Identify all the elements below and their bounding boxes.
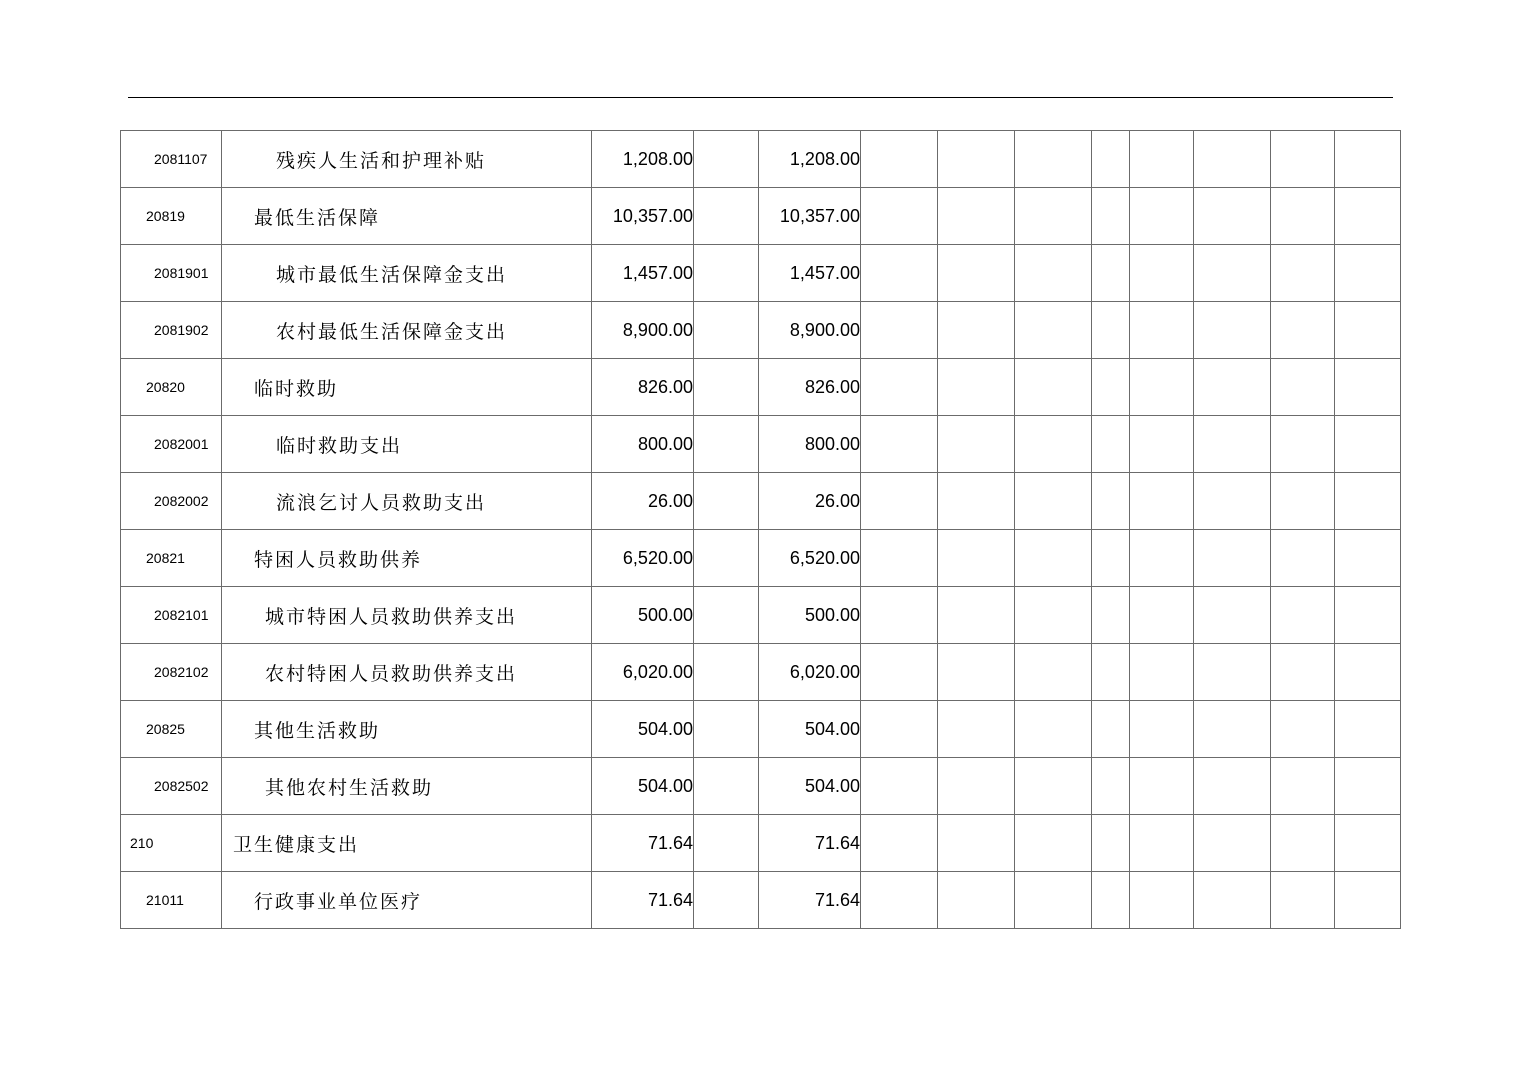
table-row	[121, 302, 1401, 359]
empty-cell	[1015, 188, 1092, 245]
table-row	[121, 188, 1401, 245]
empty-cell	[1335, 416, 1401, 473]
empty-cell	[1015, 473, 1092, 530]
empty-cell	[861, 644, 938, 701]
table-row	[121, 587, 1401, 644]
amount-total: 26.00	[592, 473, 694, 530]
amount-total: 10,357.00	[592, 188, 694, 245]
empty-cell	[1335, 188, 1401, 245]
empty-cell	[1130, 416, 1194, 473]
empty-cell	[1015, 530, 1092, 587]
amount-subtotal: 500.00	[759, 587, 861, 644]
empty-cell	[1130, 188, 1194, 245]
empty-cell	[1271, 131, 1335, 188]
empty-cell	[938, 644, 1015, 701]
account-code: 2082102	[121, 644, 222, 701]
empty-cell	[1194, 758, 1271, 815]
empty-cell	[861, 701, 938, 758]
empty-cell	[1015, 245, 1092, 302]
amount-subtotal: 6,020.00	[759, 644, 861, 701]
amount-blank	[694, 473, 759, 530]
empty-cell	[1335, 815, 1401, 872]
account-name: 临时救助支出	[222, 416, 592, 473]
empty-cell	[1015, 131, 1092, 188]
amount-subtotal: 1,457.00	[759, 245, 861, 302]
empty-cell	[1271, 416, 1335, 473]
amount-total: 826.00	[592, 359, 694, 416]
amount-total: 71.64	[592, 872, 694, 929]
empty-cell	[1130, 473, 1194, 530]
amount-subtotal: 10,357.00	[759, 188, 861, 245]
amount-blank	[694, 701, 759, 758]
amount-total: 504.00	[592, 701, 694, 758]
empty-cell	[861, 245, 938, 302]
amount-blank	[694, 758, 759, 815]
empty-cell	[1015, 587, 1092, 644]
empty-cell	[1271, 758, 1335, 815]
account-code: 2081107	[121, 131, 222, 188]
empty-cell	[1194, 245, 1271, 302]
empty-cell	[1271, 359, 1335, 416]
empty-cell	[938, 530, 1015, 587]
account-code: 2081902	[121, 302, 222, 359]
empty-cell	[938, 245, 1015, 302]
account-code: 20820	[121, 359, 222, 416]
empty-cell	[1092, 644, 1130, 701]
amount-total: 504.00	[592, 758, 694, 815]
empty-cell	[1271, 302, 1335, 359]
account-name: 特困人员救助供养	[222, 530, 592, 587]
amount-blank	[694, 815, 759, 872]
empty-cell	[861, 872, 938, 929]
table-row	[121, 872, 1401, 929]
empty-cell	[938, 587, 1015, 644]
empty-cell	[1194, 530, 1271, 587]
empty-cell	[1271, 701, 1335, 758]
table-row	[121, 530, 1401, 587]
empty-cell	[861, 416, 938, 473]
amount-subtotal: 26.00	[759, 473, 861, 530]
table-row	[121, 245, 1401, 302]
empty-cell	[1130, 644, 1194, 701]
empty-cell	[1194, 815, 1271, 872]
empty-cell	[1194, 131, 1271, 188]
empty-cell	[861, 587, 938, 644]
empty-cell	[938, 701, 1015, 758]
amount-blank	[694, 302, 759, 359]
empty-cell	[1194, 872, 1271, 929]
amount-blank	[694, 416, 759, 473]
amount-subtotal: 6,520.00	[759, 530, 861, 587]
empty-cell	[1335, 644, 1401, 701]
empty-cell	[938, 872, 1015, 929]
empty-cell	[1015, 701, 1092, 758]
empty-cell	[861, 359, 938, 416]
amount-blank	[694, 587, 759, 644]
empty-cell	[1194, 359, 1271, 416]
account-code: 210	[121, 815, 222, 872]
empty-cell	[861, 815, 938, 872]
empty-cell	[1092, 701, 1130, 758]
account-code: 21011	[121, 872, 222, 929]
account-code: 2082101	[121, 587, 222, 644]
account-name: 最低生活保障	[222, 188, 592, 245]
amount-total: 71.64	[592, 815, 694, 872]
empty-cell	[861, 530, 938, 587]
empty-cell	[1271, 530, 1335, 587]
empty-cell	[1015, 758, 1092, 815]
account-code: 20819	[121, 188, 222, 245]
empty-cell	[1130, 245, 1194, 302]
account-code: 2082001	[121, 416, 222, 473]
empty-cell	[1092, 872, 1130, 929]
empty-cell	[1194, 416, 1271, 473]
amount-blank	[694, 131, 759, 188]
empty-cell	[1130, 701, 1194, 758]
empty-cell	[1092, 815, 1130, 872]
empty-cell	[1015, 644, 1092, 701]
empty-cell	[1092, 587, 1130, 644]
table-row	[121, 701, 1401, 758]
empty-cell	[1092, 758, 1130, 815]
empty-cell	[1130, 815, 1194, 872]
empty-cell	[938, 188, 1015, 245]
amount-total: 6,520.00	[592, 530, 694, 587]
empty-cell	[861, 188, 938, 245]
empty-cell	[1271, 473, 1335, 530]
empty-cell	[938, 359, 1015, 416]
empty-cell	[938, 758, 1015, 815]
amount-total: 800.00	[592, 416, 694, 473]
empty-cell	[1335, 872, 1401, 929]
account-name: 临时救助	[222, 359, 592, 416]
account-name: 其他生活救助	[222, 701, 592, 758]
empty-cell	[1130, 587, 1194, 644]
empty-cell	[1194, 473, 1271, 530]
empty-cell	[1130, 872, 1194, 929]
budget-table	[120, 130, 1401, 929]
empty-cell	[1092, 188, 1130, 245]
table-row	[121, 131, 1401, 188]
table-row	[121, 359, 1401, 416]
empty-cell	[1092, 473, 1130, 530]
amount-subtotal: 504.00	[759, 758, 861, 815]
empty-cell	[1092, 131, 1130, 188]
empty-cell	[1271, 872, 1335, 929]
amount-total: 8,900.00	[592, 302, 694, 359]
account-name: 行政事业单位医疗	[222, 872, 592, 929]
empty-cell	[1015, 302, 1092, 359]
empty-cell	[1271, 644, 1335, 701]
account-code: 2082002	[121, 473, 222, 530]
account-name: 城市特困人员救助供养支出	[222, 587, 592, 644]
table-row	[121, 815, 1401, 872]
empty-cell	[1194, 644, 1271, 701]
amount-blank	[694, 245, 759, 302]
empty-cell	[1015, 359, 1092, 416]
empty-cell	[1271, 245, 1335, 302]
amount-total: 1,457.00	[592, 245, 694, 302]
account-name: 卫生健康支出	[222, 815, 592, 872]
empty-cell	[1092, 416, 1130, 473]
amount-total: 1,208.00	[592, 131, 694, 188]
account-code: 2081901	[121, 245, 222, 302]
empty-cell	[1092, 359, 1130, 416]
empty-cell	[1130, 530, 1194, 587]
empty-cell	[1271, 188, 1335, 245]
empty-cell	[1130, 758, 1194, 815]
amount-total: 500.00	[592, 587, 694, 644]
empty-cell	[1335, 530, 1401, 587]
amount-subtotal: 504.00	[759, 701, 861, 758]
amount-subtotal: 71.64	[759, 815, 861, 872]
empty-cell	[938, 473, 1015, 530]
empty-cell	[861, 302, 938, 359]
amount-subtotal: 1,208.00	[759, 131, 861, 188]
amount-blank	[694, 644, 759, 701]
empty-cell	[1335, 359, 1401, 416]
empty-cell	[1194, 302, 1271, 359]
empty-cell	[938, 302, 1015, 359]
account-name: 残疾人生活和护理补贴	[222, 131, 592, 188]
amount-subtotal: 800.00	[759, 416, 861, 473]
empty-cell	[1335, 587, 1401, 644]
amount-blank	[694, 359, 759, 416]
empty-cell	[1130, 302, 1194, 359]
empty-cell	[1130, 359, 1194, 416]
empty-cell	[1015, 815, 1092, 872]
amount-blank	[694, 530, 759, 587]
account-code: 20825	[121, 701, 222, 758]
table-row	[121, 758, 1401, 815]
empty-cell	[1271, 587, 1335, 644]
empty-cell	[1092, 245, 1130, 302]
empty-cell	[1194, 701, 1271, 758]
empty-cell	[938, 815, 1015, 872]
empty-cell	[1335, 473, 1401, 530]
account-name: 城市最低生活保障金支出	[222, 245, 592, 302]
table-row	[121, 473, 1401, 530]
account-name: 农村最低生活保障金支出	[222, 302, 592, 359]
empty-cell	[1130, 131, 1194, 188]
amount-blank	[694, 188, 759, 245]
empty-cell	[861, 758, 938, 815]
empty-cell	[1271, 815, 1335, 872]
empty-cell	[1092, 302, 1130, 359]
amount-total: 6,020.00	[592, 644, 694, 701]
table-row	[121, 644, 1401, 701]
amount-subtotal: 71.64	[759, 872, 861, 929]
empty-cell	[1194, 188, 1271, 245]
account-name: 流浪乞讨人员救助支出	[222, 473, 592, 530]
account-code: 2082502	[121, 758, 222, 815]
amount-subtotal: 826.00	[759, 359, 861, 416]
empty-cell	[1335, 701, 1401, 758]
account-name: 农村特困人员救助供养支出	[222, 644, 592, 701]
empty-cell	[1092, 530, 1130, 587]
empty-cell	[861, 131, 938, 188]
table-row	[121, 416, 1401, 473]
amount-subtotal: 8,900.00	[759, 302, 861, 359]
empty-cell	[861, 473, 938, 530]
empty-cell	[1335, 131, 1401, 188]
empty-cell	[1335, 245, 1401, 302]
empty-cell	[938, 131, 1015, 188]
empty-cell	[1194, 587, 1271, 644]
empty-cell	[1015, 872, 1092, 929]
account-name: 其他农村生活救助	[222, 758, 592, 815]
empty-cell	[1335, 758, 1401, 815]
empty-cell	[1015, 416, 1092, 473]
empty-cell	[938, 416, 1015, 473]
header-rule	[128, 97, 1393, 98]
empty-cell	[1335, 302, 1401, 359]
account-code: 20821	[121, 530, 222, 587]
amount-blank	[694, 872, 759, 929]
